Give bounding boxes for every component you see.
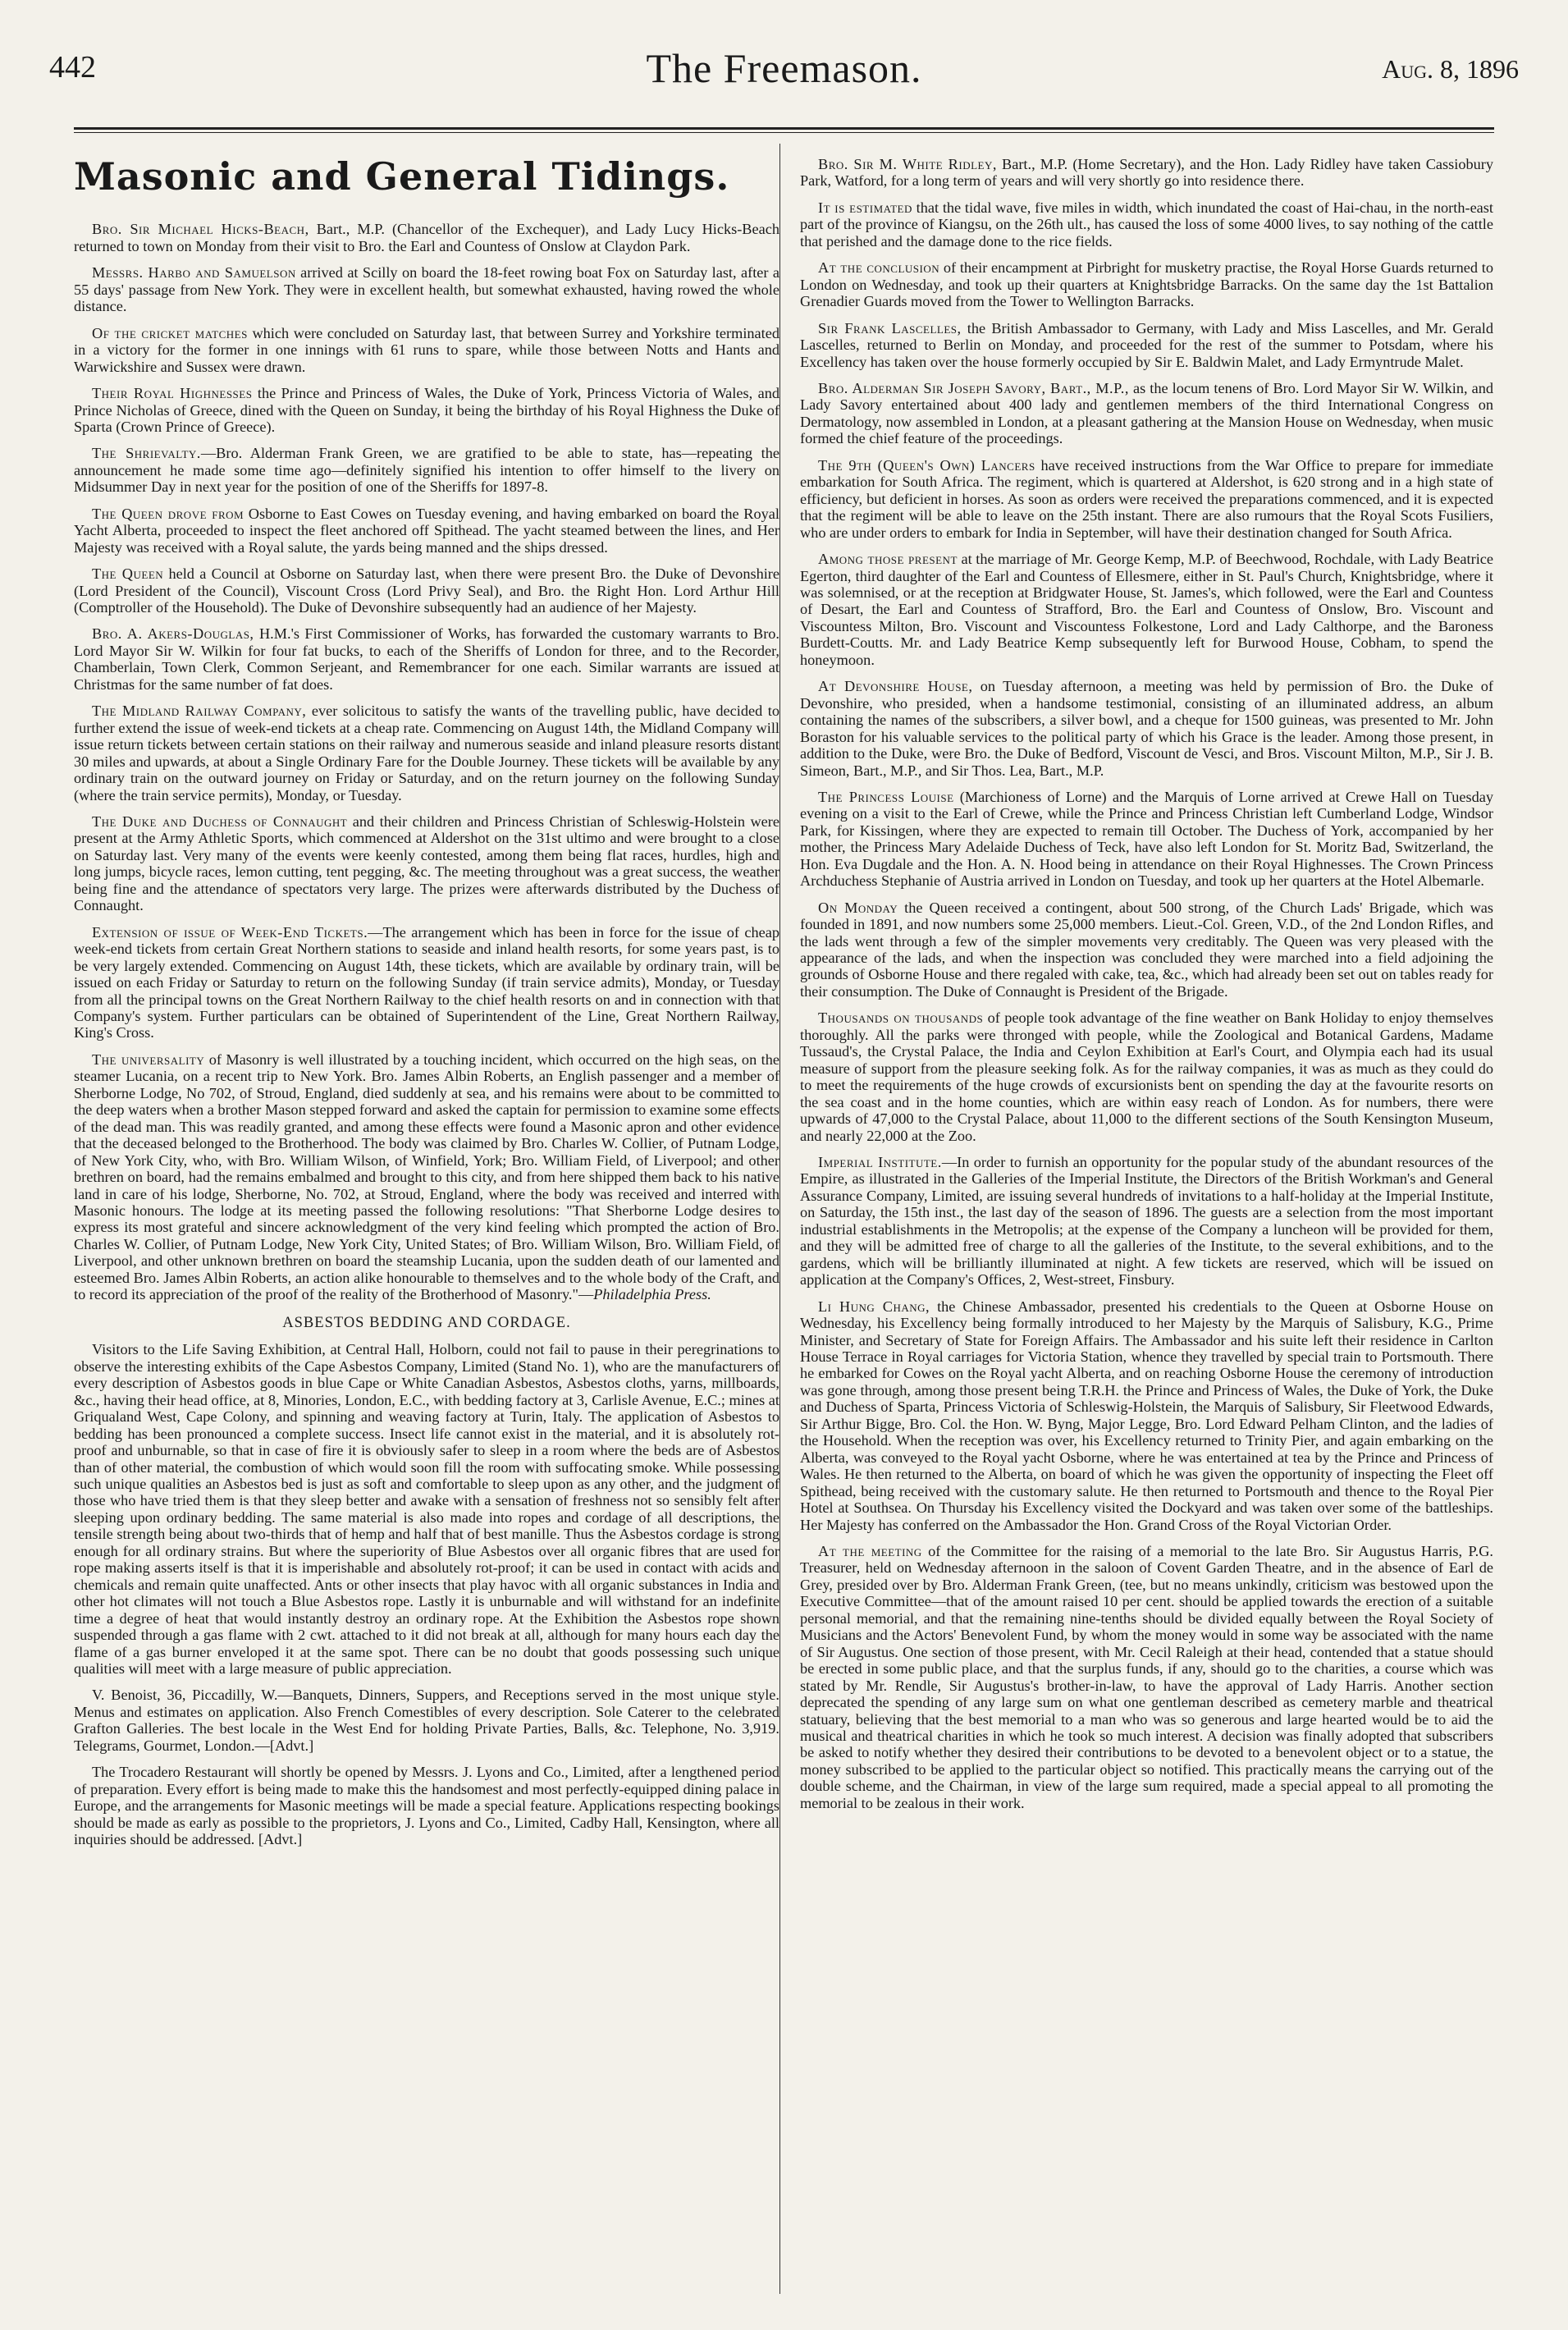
article-paragraph: Imperial Institute.—In order to furnish an opportunity for the popular study of the abundant resources of the Empire, as illustrated in the Galleries of the Imperial Institute, the Directors of the British Workman's and General Assurance Company, Limited, are issuing several hundreds of invitations to a half-holiday at the Imperial Institute, on Saturday, the 15th inst., the last day of the season of 1896. The guests are a selection from the most important industrial establishments in the Metropolis; at the expense of the Company a luncheon will be provided for them, and they will be admitted free of charge to all the galleries of the Institute, to the several exhibitions, and to the gardens, which will be brilliantly illuminated at night. A few tickets are reserved, which will be issued on application at the Company's Offices, 2, West-street, Finsbury. <box>800 1154 1493 1289</box>
article-paragraph: The universality of Masonry is well illustrated by a touching incident, which occurred on the high seas, on the steamer Lucania, on a recent trip to New York. Bro. James Albin Roberts, an English passenger and a member of Sherborne Lodge, No 702, of Stroud, England, died suddenly at sea, and his remains were about to be committed to the deep waters when a brother Mason stepped forward and asked the captain for permission to examine some effects of the dead man. This was readily granted, and among these effects were found a Masonic apron and other evidence that the deceased belonged to the Brotherhood. The body was claimed by Bro. Charles W. Collier, of Putnam Lodge, of New York City, who, with Bro. William Wilson, of Winfield, York; Bro. William Field, of Liverpool; and other brethren on board, had the remains embalmed and brought to this city, and from here shipped them back to his native land in care of his lodge, Sherborne, No. 702, at Stroud, England, where the body was received and interred with Masonic honours. The lodge at its meeting passed the following resolutions: "That Sherborne Lodge desires to express its most grateful and sincere acknowledgment of the very kind feeling which prompted the action of Bro. Charles W. Collier, of Putnam Lodge, New York City, United States; of Bro. William Wilson, Bro. William Field, of Liverpool, and other unknown brethren on board the steamship Lucania, upon the sudden death of our lamented and esteemed Bro. James Albin Roberts, an action alike honourable to themselves and to the whole body of the Craft, and to record its appreciation of the proof of the reality of the Brotherhood of Masonry."—Philadelphia Press. <box>74 1051 779 1303</box>
article-paragraph: The Queen held a Council at Osborne on Saturday last, when there were present Bro. the Duke of Devonshire (Lord President of the Council), Viscount Cross (Lord Privy Seal), and Bro. the Right Hon. Lord Arthur Hill (Comptroller of the Household). The Duke of Devonshire subsequently had an audience of her Majesty. <box>74 565 779 616</box>
article-paragraph: The 9th (Queen's Own) Lancers have received instructions from the War Office to prepare for immediate embarkation for South Africa. The regiment, which is quartered at Aldershot, is 620 strong and in a high state of efficiency, but deficient in horses. As soon as orders were received the preparations commenced, and it is expected that the regiment will be able to leave on the 25th instant. There are also rumours that the Royal Scots Fusiliers, who are under orders to embark for India in September, will have their destination changed for South Africa. <box>800 456 1493 541</box>
article-paragraph: Visitors to the Life Saving Exhibition, at Central Hall, Holborn, could not fail to pause in their peregrinations to observe the interesting exhibits of the Cape Asbestos Company, Limited (Stand No. 1), who are the manufacturers of every description of Asbestos goods in blue Cape or White Canadian Asbestos, Asbestos cloths, yarns, millboards, &c., having their head office, at 8, Minories, London, E.C., with bedding factory at 3, Carlisle Avenue, E.C.; mines at Griqualand West, Cape Colony, and spinning and weaving factory at Turin, Italy. The application of Asbestos to bedding has been pronounced a complete success. Insect life cannot exist in the material, and it is absolutely rot-proof and unburnable, so that in case of fire it is obviously safer to sleep in a room where the beds are of Asbestos than of other material, the combustion of which would soon fill the room with suffocating smoke. While possessing such unique qualities an Asbestos bed is just as soft and comfortable to sleep upon as any other, and the judgment of those who have tried them is that they sleep better and awake with a sensation of freshness not so sensibly felt after sleeping upon ordinary bedding. The same material is also made into ropes and cordage of all descriptions, the tensile strength being about two-thirds that of hemp and half that of best manille. Thus the Asbestos cordage is strong enough for all ordinary strains. But where the superiority of Blue Asbestos over all organic fibres that are used for rope making asserts itself is that it is imperishable and absolutely rot-proof; it can be used in contact with acids and chemicals and remain quite unaffected. Ants or other insects that play havoc with all organic substances in India and other hot climates will not touch a Blue Asbestos rope. Lastly it is unburnable and will withstand for an indefinite time a degree of heat that would instantly destroy an ordinary rope. At the Exhibition the Asbestos rope shown suspended through a gas flame with 2 cwt. attached to it did not break at all, although for many hours each day the flame of a gas burner enveloped it at the same spot. There can be no doubt that goods possessing such unique qualities will meet with a large measure of public appreciation. <box>74 1341 779 1677</box>
article-paragraph: Thousands on thousands of people took advantage of the fine weather on Bank Holiday to enjoy themselves thoroughly. All the parks were thronged with people, while the Zoological and Botanical Gardens, Madame Tussaud's, the Crystal Palace, the India and Ceylon Exhibition at Earl's Court, and Olympia each had its usual measure of support from the pleasure seeking folk. As for the railway companies, it was as much as they could do to meet the requirements of the huge crowds of excursionists bent on spending the day at the favourite resorts on the sea coast and in the home counties, which are within easy reach of London. As for numbers, there were upwards of 47,000 to the Crystal Palace, about 11,000 to the different sections of the South Kensington Museum, and nearly 22,000 at the Zoo. <box>800 1009 1493 1144</box>
article-paragraph: On Monday the Queen received a contingent, about 500 strong, of the Church Lads' Brigade, which was founded in 1891, and now numbers some 25,000 members. Lieut.-Col. Green, V.D., of the 2nd London Rifles, and the lads went through a few of the simpler movements very creditably. The Queen was very pleased with the appearance of the lads, and when the inspection was concluded they were marched into a field adjoining the grounds of Osborne House and there regaled with cake, tea, &c., which had already been set out on tables ready for their consumption. The Duke of Connaught is President of the Brigade. <box>800 899 1493 1000</box>
article-paragraph: Their Royal Highnesses the Prince and Princess of Wales, the Duke of York, Princess Victoria of Wales, and Prince Nicholas of Greece, dined with the Queen on Sunday, it being the birthday of his Royal Highness the Duke of Sparta (Crown Prince of Greece). <box>74 385 779 435</box>
page-number: 442 <box>49 50 96 85</box>
article-paragraph: At the conclusion of their encampment at Pirbright for musketry practise, the Royal Horse Guards returned to London on Wednesday, and took up their quarters at Knightsbridge Barracks. On the same day the 1st Battalion Grenadier Guards moved from the Tower to Wellington Barracks. <box>800 259 1493 310</box>
article-paragraph: Bro. Alderman Sir Joseph Savory, Bart., M.P., as the locum tenens of Bro. Lord Mayor Sir W. Wilkin, and Lady Savory entertained about 400 lady and gentlemen members of the third International Congress on Dermatology, now assembled in London, at a pleasant gathering at the Mansion House on Wednesday, when music formed the chief feature of the proceedings. <box>800 379 1493 447</box>
publication-title: The Freemason. <box>646 45 922 91</box>
article-paragraph: The Duke and Duchess of Connaught and their children and Princess Christian of Schleswig-Holstein were present at the Army Athletic Sports, which commenced at Aldershot on the 31st ultimo and were brought to a close on Saturday last. Very many of the events were keenly contested, among them being flat races, hurdles, high and long jumps, bicycle races, lemon cutting, tent pegging, &c. The meeting throughout was a great success, the weather being fine and the attendance of spectators very large. The prizes were afterwards distributed by the Duchess of Connaught. <box>74 813 780 914</box>
column-divider <box>779 144 780 2294</box>
advertisement-paragraph: The Trocadero Restaurant will shortly be opened by Messrs. J. Lyons and Co., Limited, after a lengthened period of preparation. Every effort is being made to make this the handsomest and most perfectly-equipped dining palace in Europe, and the arrangements for Masonic meetings will be made a special feature. Applications respecting bookings should be made as early as possible to the proprietors, J. Lyons and Co., Limited, Cadby Hall, Kensington, where all inquiries should be addressed. [Advt.] <box>74 1764 779 1848</box>
article-paragraph: Bro. Sir Michael Hicks-Beach, Bart., M.P. (Chancellor of the Exchequer), and Lady Lucy Hicks-Beach returned to town on Monday from their visit to Bro. the Earl and Countess of Onslow at Claydon Park. <box>74 221 779 254</box>
page-header <box>49 45 1519 107</box>
article-paragraph: Of the cricket matches which were concluded on Saturday last, that between Surrey and Yorkshire terminated in a victory for the former in one innings with 61 runs to spare, while those between Notts and Hants and Warwickshire and Sussex were drawn. <box>74 324 779 375</box>
article-paragraph: The Shrievalty.—Bro. Alderman Frank Green, we are gratified to be able to state, has—repeating the announcement he made some time ago—definitely signified his intention to offer himself to the livery on Midsummer Day in next year for the position of one of the Sheriffs for 1897-8. <box>74 445 780 496</box>
issue-date: Aug. 8, 1896 <box>1382 54 1519 84</box>
article-paragraph: At Devonshire House, on Tuesday afternoon, a meeting was held by permission of Bro. the Duke of Devonshire, who presided, when a handsome testimonial, consisting of an illuminated address, an album containing the names of the subscribers, a silver bowl, and a cheque for 1500 guineas, was presented to Mr. John Boraston for his valuable services to the political party of which his Grace is the leader. Among those present, in addition to the Duke, were Bro. the Duke of Bedford, Viscount de Vesci, and Bros. Viscount Milton, M.P., Sir J. B. Simeon, Bart., M.P., and Sir Thos. Lea, Bart., M.P. <box>800 678 1493 779</box>
section-masthead: Masonic and General Tidings. <box>74 154 730 199</box>
article-paragraph: The Princess Louise (Marchioness of Lorne) and the Marquis of Lorne arrived at Crewe Hall on Tuesday evening on a visit to the Earl of Crewe, while the Prince and Princess Christian left Cumberland Lodge, Windsor Park, for Kissingen, where they are expected to remain till October. The Duchess of York, accompanied by her mother, the Princess Mary Adelaide Duchess of Teck, have also left London for St. Moritz Bad, Switzerland, the Hon. Eva Dugdale and the Hon. A. N. Hood being in attendance on their Royal Highnesses. The Crown Princess Archduchess Stephanie of Austria arrived in London on Tuesday, and took up her quarters at the Hotel Albemarle. <box>800 788 1493 890</box>
article-paragraph: Messrs. Harbo and Samuelson arrived at Scilly on board the 18-feet rowing boat Fox on Saturday last, after a 55 days' passage from New York. They were in excellent health, but somewhat exhausted, having rowed the whole distance. <box>74 264 779 315</box>
header-rule-thick <box>74 127 1494 130</box>
right-column <box>800 156 1493 1821</box>
subsection-heading: ASBESTOS BEDDING AND CORDAGE. <box>282 1314 571 1331</box>
article-paragraph: At the meeting of the Committee for the raising of a memorial to the late Bro. Sir Augustus Harris, P.G. Treasurer, held on Wednesday afternoon in the saloon of Covent Garden Theatre, and in the absence of Earl de Grey, presided over by Bro. Alderman Frank Green, (tee, but no means unkindly, criticism was bestowed upon the Executive Committee—that of the amount raised 10 per cent. should be applied towards the erection of a suitable personal memorial, and that the remaining nine-tenths should be divided equally between the Royal Society of Musicians and the Actors' Benevolent Fund, by whom the money would in some way be associated with the name of Sir Augustus. One section of those present, with Mr. Cecil Raleigh at their head, contended that a statue should be erected in some public place, and that the surplus funds, if any, should go to the charities, a course which was stated by Mr. Rendle, Sir Augustus's brother-in-law, to have the approval of Lady Harris. Another section deprecated the spending of any large sum on what one gentleman described as cemetery marble and theatrical statuary, believing that the best memorial to a man who was so generous and large hearted would be to aid the musical and theatrical charities in which he took so much interest. A decision was finally adopted that subscribers be asked to notify whether they desired their contributions to be devoted to a benevolent object or to a statue, the money subscribed to be applied to the particular object so notified. This practically means the carrying out of the double scheme, and the Chairman, in view of the large sum required, made a special appeal to all promoting the memorial to be zealous in their work. <box>800 1542 1493 1811</box>
header-rule-thin <box>74 132 1494 133</box>
left-column <box>74 156 779 1858</box>
article-paragraph: Li Hung Chang, the Chinese Ambassador, presented his credentials to the Queen at Osborne House on Wednesday, his Excellency being formally introduced to her Majesty by the Marquis of Salisbury, K.G., Prime Minister, and Secretary of State for Foreign Affairs. The Ambassador and his suite left their residence in Carlton House Terrace in Royal carriages for Victoria Station, whence they travelled by special train to Portsmouth. There he embarked for Cowes on the Royal yacht Alberta, and on reaching Osborne House the ceremony of introduction was gone through, among those present being T.R.H. the Prince and Princess of Wales, the Duke of York, the Duke and Duchess of Sparta, Princess Victoria of Schleswig-Holstein, the Marquis of Salisbury, Sir Fleetwood Edwards, Sir Arthur Bigge, Bro. Col. the Hon. W. Byng, Major Legge, Bro. Lord Edward Pelham Clinton, and the ladies of the Household. When the reception was over, his Excellency returned to Trinity Pier, and again embarking on the Alberta, was conveyed to the Royal yacht Osborne, where he was entertained at tea by the Prince and Princess of Wales. He then returned to the Alberta, on board of which he was given the opportunity of inspecting the Fleet off Spithead, being received with the customary salute. He then returned to Portsmouth and thence to the Royal Pier Hotel at Southsea. On Thursday his Excellency visited the Dockyard and was taken over some of the battleships. Her Majesty has conferred on the Ambassador the Hon. Grand Cross of the Royal Victorian Order. <box>800 1298 1493 1533</box>
article-paragraph: It is estimated that the tidal wave, five miles in width, which inundated the coast of Hai-chau, in the north-east part of the province of Kiangsu, on the 26th ult., has caused the loss of some 4000 lives, to say nothing of the cattle that perished and the damage done to the rice fields. <box>800 199 1493 249</box>
article-paragraph: Bro. Sir M. White Ridley, Bart., M.P. (Home Secretary), and the Hon. Lady Ridley have taken Cassiobury Park, Watford, for a long term of years and will very shortly go into residence there. <box>800 156 1493 190</box>
article-paragraph: Bro. A. Akers-Douglas, H.M.'s First Commissioner of Works, has forwarded the customary warrants to Bro. Lord Mayor Sir W. Wilkin for four fat bucks, to each of the Sheriffs of London for three, and to the Recorder, Chamberlain, Town Clerk, Common Serjeant, and Remembrancer for one each. Similar warrants are issued at Christmas for the same number of fat does. <box>74 625 780 693</box>
advertisement-paragraph: V. Benoist, 36, Piccadilly, W.—Banquets, Dinners, Suppers, and Receptions served in the most unique style. Menus and estimates on application. Also French Comestibles of every description. Sole Caterer to the celebrated Grafton Galleries. The best locale in the West End for holding Private Parties, Balls, &c. Telephone, No. 3,919. Telegrams, Gourmet, London.—[Advt.] <box>74 1687 779 1754</box>
article-paragraph: Extension of issue of Week-End Tickets.—The arrangement which has been in force for the issue of cheap week-end tickets from certain Great Northern stations to seaside and inland health resorts, for some years past, is to be very largely extended. Commencing on August 14th, these tickets, which are available by ordinary train, will be issued on each Friday or Saturday to return on the following Sunday (if train service admits), Monday, or Tuesday from all the principal towns on the Great Northern Railway to the chief health resorts on and in connection with that Company's system. Further particulars can be obtained of Superintendent of the Line, Great Northern Railway, King's Cross. <box>74 923 779 1041</box>
article-paragraph: Sir Frank Lascelles, the British Ambassador to Germany, with Lady and Miss Lascelles, and Mr. Gerald Lascelles, returned to Berlin on Monday, and proceeded for the rest of the summer to Potsdam, where his Excellency has taken over the house formerly occupied by Sir E. Baldwin Malet, and Lady Ermyntrude Malet. <box>800 319 1493 370</box>
article-paragraph: Among those present at the marriage of Mr. George Kemp, M.P. of Beechwood, Rochdale, with Lady Beatrice Egerton, third daughter of the Earl and Countess of Ellesmere, either in St. Paul's Church, Knightsbridge, where it was solemnised, or at the reception at Bridgwater House, St. James's, which followed, were the Earl and Countess of Desart, the Earl and Countess of Strafford, Bro. the Earl and Countess of Onslow, Bro. Viscount and Viscountess Milton, Bro. Viscount and Viscountess Folkestone, Lord and Lady Calthorpe, and the Baroness Burdett-Coutts. Mr. and Lady Beatrice Kemp subsequently left for Burwood House, Cobham, to spend the honeymoon. <box>800 551 1493 668</box>
article-paragraph: The Midland Railway Company, ever solicitous to satisfy the wants of the travelling public, have decided to further extend the issue of week-end tickets at a cheap rate. Commencing on August 14th, the Midland Company will issue return tickets between certain stations on their railway and numerous seaside and inland pleasure resorts distant 30 miles and upwards, at about a Single Ordinary Fare for the Double Journey. These tickets will be available by any ordinary train on the outward journey on Friday or Saturday, and on the return journey on the following Sunday (where the train service permits), Monday, or Tuesday. <box>74 703 779 803</box>
article-paragraph: The Queen drove from Osborne to East Cowes on Tuesday evening, and having embarked on board the Royal Yacht Alberta, proceeded to inspect the fleet anchored off Spithead. The yacht steamed between the lines, and Her Majesty was received with a Royal salute, the yards being manned and the ships dressed. <box>74 505 779 556</box>
